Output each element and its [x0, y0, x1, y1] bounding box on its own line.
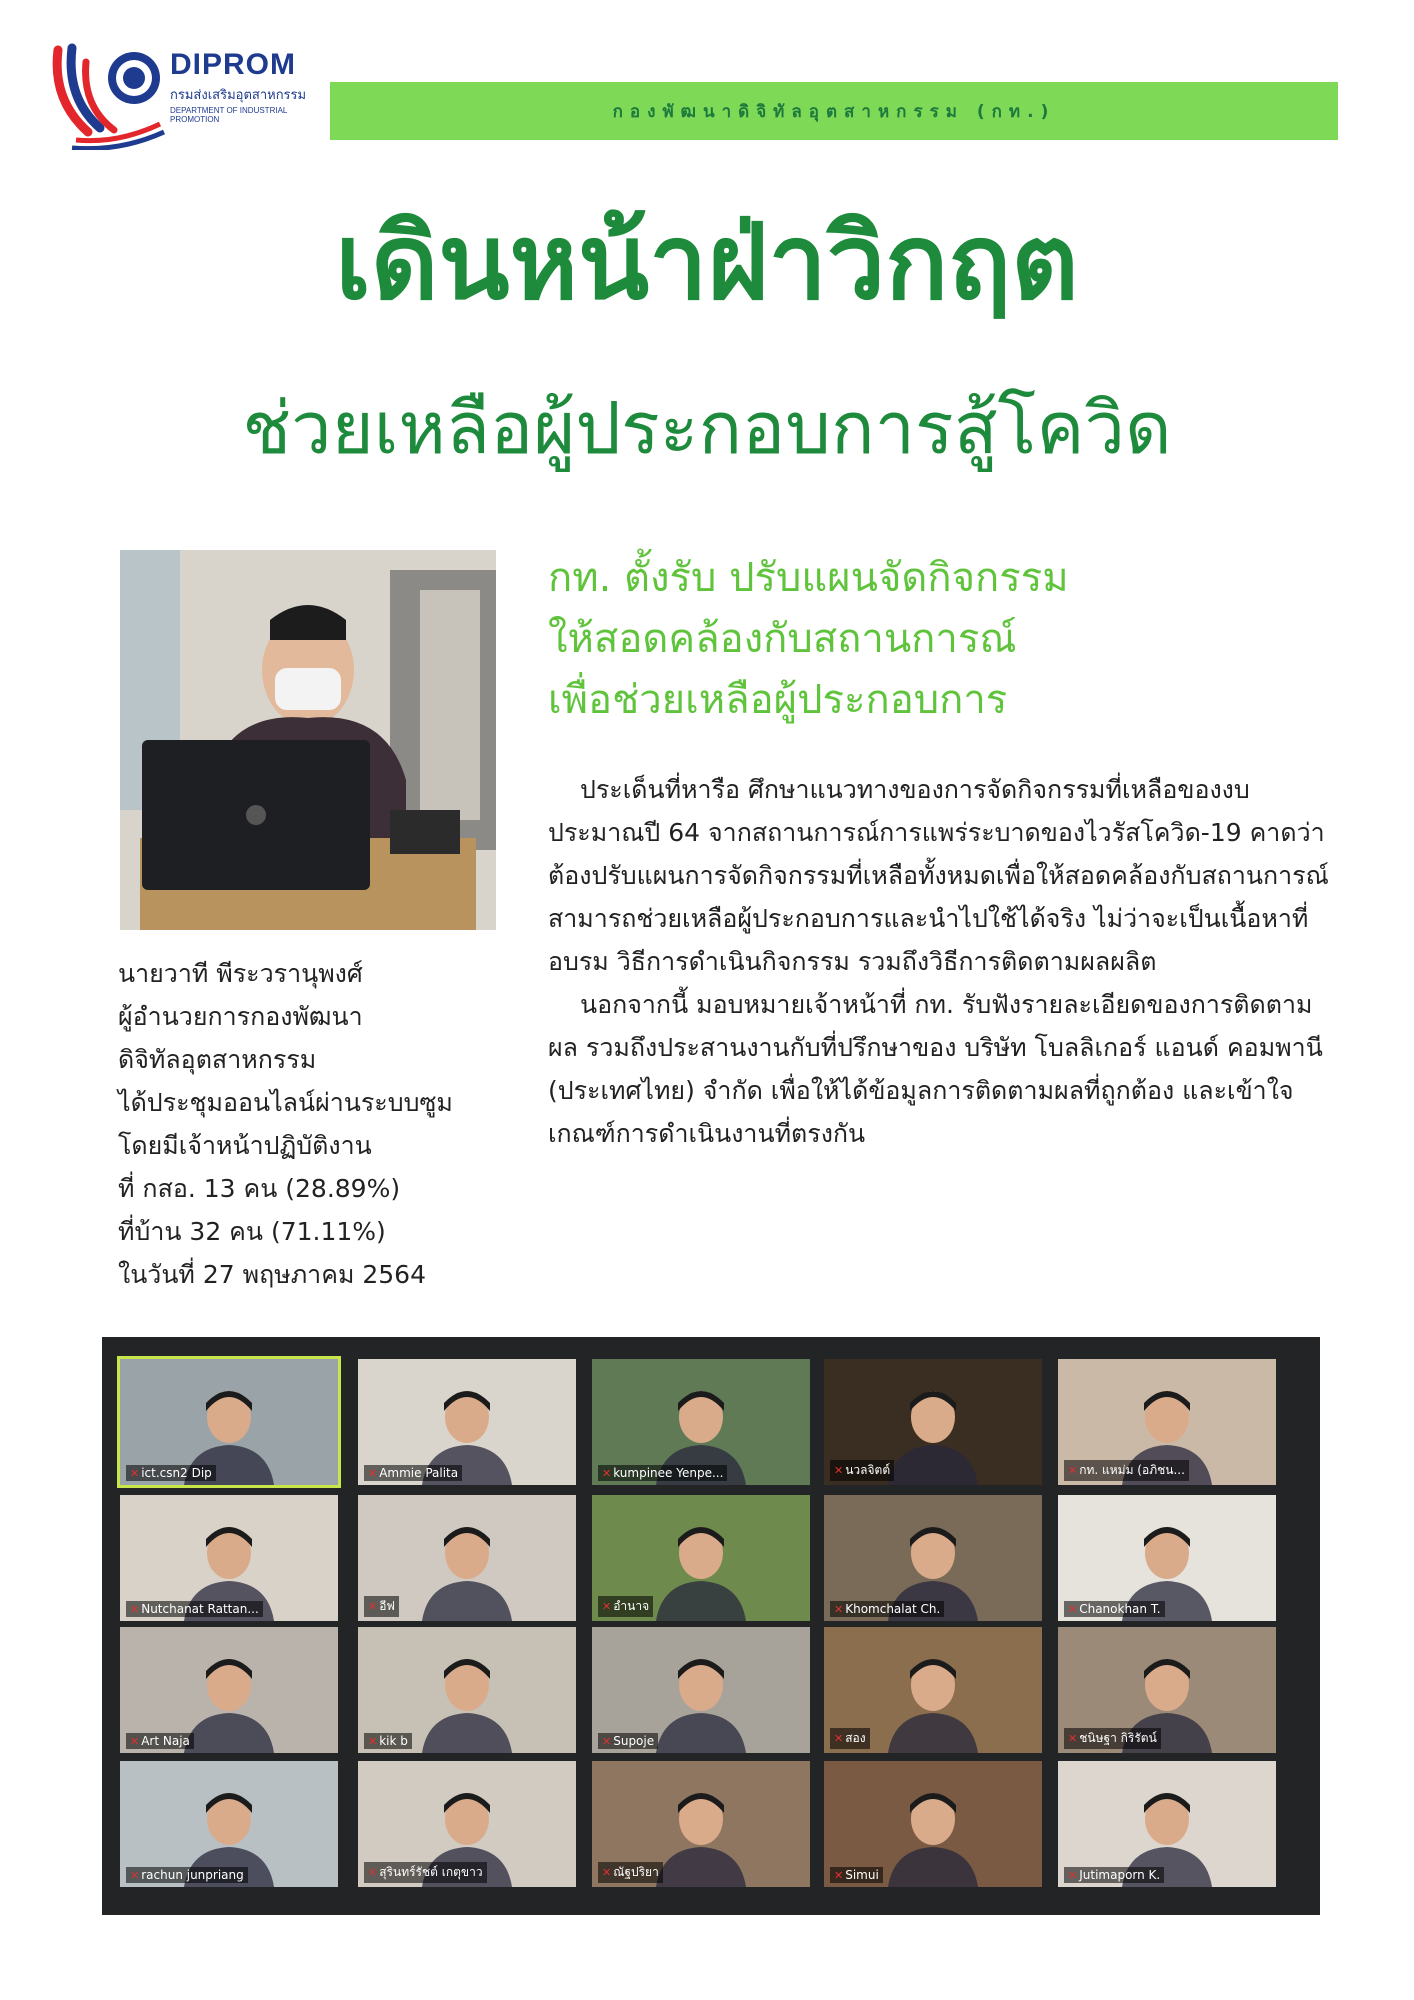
participant-name-label: สุรินทร์รัชต์ เกตุขาว	[379, 1865, 483, 1879]
participant-name-label: ชนิษฐา กิริรัตน์	[1079, 1731, 1157, 1745]
participant-name	[1064, 1728, 1161, 1749]
caption-line: ที่บ้าน 32 คน (71.11%)	[118, 1217, 386, 1246]
director-meeting-photo	[120, 550, 496, 930]
participant-name	[126, 1733, 194, 1749]
logo-thai-name: กรมส่งเสริมอุตสาหกรรม	[170, 87, 307, 102]
muted-mic-icon: ✕	[368, 1467, 378, 1480]
participant-tile	[358, 1495, 576, 1621]
participant-tile	[120, 1627, 338, 1753]
diprom-emblem-icon	[48, 40, 166, 150]
division-banner-text: กองพัฒนาดิจิทัลอุตสาหกรรม (กท.)	[612, 101, 1056, 122]
participant-name	[598, 1862, 663, 1883]
participant-tile	[824, 1359, 1042, 1485]
muted-mic-icon: ✕	[368, 1600, 378, 1613]
caption-line: นายวาที พีระวรานุพงศ์	[118, 959, 363, 988]
muted-mic-icon: ✕	[130, 1735, 140, 1748]
participant-name-label: Jutimaporn K.	[1079, 1868, 1161, 1882]
participant-tile	[1058, 1627, 1276, 1753]
participant-tile	[1058, 1761, 1276, 1887]
article-body	[548, 768, 1338, 1155]
participant-name-label: Ammie Palita	[379, 1466, 459, 1480]
muted-mic-icon: ✕	[602, 1735, 612, 1748]
muted-mic-icon: ✕	[130, 1467, 140, 1480]
body-paragraph: ประเด็นที่หารือ ศึกษาแนวทางของการจัดกิจกรรมที่เหลือของงบประมาณปี 64 จากสถานการณ์การแพร่ระบาดของไวรัสโควิด-19 คาดว่าต้องปรับแผนการจัดกิจกรรมที่เหลือทั้งหมดเพื่อให้สอดคล้องกับสถานการณ์ สามารถช่วยเหลือผู้ประกอบการและนำไปใช้ได้จริง ไม่ว่าจะเป็นเนื้อหาที่อบรม วิธีการดำเนินกิจกรรม รวมถึงวิธีการติดตามผลผลิต	[548, 775, 1329, 976]
participant-name	[598, 1733, 658, 1749]
participant-name-label: Art Naja	[141, 1734, 190, 1748]
headline-line: เพื่อช่วยเหลือผู้ประกอบการ	[548, 677, 1008, 723]
participant-name	[598, 1596, 653, 1617]
headline-line: กท. ตั้งรับ ปรับแผนจัดกิจกรรม	[548, 555, 1069, 601]
participant-tile	[824, 1627, 1042, 1753]
caption-line: ดิจิทัลอุตสาหกรรม	[118, 1045, 317, 1074]
participant-tile	[824, 1761, 1042, 1887]
participant-name-label: กท. แหม่ม (อภิชน...	[1079, 1463, 1185, 1477]
body-paragraph: นอกจากนี้ มอบหมายเจ้าหน้าที่ กท. รับฟังรายละเอียดของการติดตามผล รวมถึงประสานงานกับที่ปรึกษาของ บริษัท โบลลิเกอร์ แอนด์ คอมพานี (ประเทศไทย) จำกัด เพื่อให้ได้ข้อมูลการติดตามผลที่ถูกต้อง และเข้าใจเกณฑ์การดำเนินงานที่ตรงกัน	[548, 990, 1323, 1148]
participant-tile	[358, 1359, 576, 1485]
participant-tile	[120, 1495, 338, 1621]
participant-name	[364, 1862, 487, 1883]
participant-tile	[120, 1359, 338, 1485]
diprom-logo	[48, 40, 328, 150]
caption-line: ผู้อำนวยการกองพัฒนา	[118, 1002, 363, 1031]
logo-english-name: DEPARTMENT OF INDUSTRIAL PROMOTION	[170, 106, 288, 124]
article-headline	[548, 548, 1328, 731]
muted-mic-icon: ✕	[834, 1869, 844, 1882]
participant-name-label: สอง	[845, 1731, 866, 1745]
participant-name-label: Simui	[845, 1868, 879, 1882]
participant-tile	[592, 1359, 810, 1485]
participant-tile	[592, 1495, 810, 1621]
muted-mic-icon: ✕	[130, 1869, 140, 1882]
muted-mic-icon: ✕	[602, 1866, 612, 1879]
participant-name-label: Nutchanat Rattan...	[141, 1602, 259, 1616]
page-subtitle: ช่วยเหลือผู้ประกอบการสู้โควิด	[242, 386, 1172, 470]
participant-name-label: นวลจิตต์	[845, 1463, 891, 1477]
page-title: เดินหน้าฝ่าวิกฤต	[335, 201, 1079, 323]
participant-tile	[358, 1627, 576, 1753]
participant-name-label: ณัฐปริยา	[613, 1865, 659, 1879]
participant-tile	[120, 1761, 338, 1887]
muted-mic-icon: ✕	[1068, 1603, 1078, 1616]
photo-caption	[118, 952, 538, 1296]
participant-tile	[1058, 1359, 1276, 1485]
zoom-meeting-screenshot	[102, 1337, 1320, 1915]
muted-mic-icon: ✕	[1068, 1732, 1078, 1745]
participant-name	[830, 1601, 944, 1617]
participant-name	[126, 1601, 263, 1617]
participant-name	[364, 1596, 399, 1617]
participant-tile	[592, 1761, 810, 1887]
participant-name	[364, 1465, 462, 1481]
muted-mic-icon: ✕	[602, 1467, 612, 1480]
muted-mic-icon: ✕	[130, 1603, 140, 1616]
division-banner	[330, 82, 1338, 140]
caption-line: ได้ประชุมออนไลน์ผ่านระบบซูม	[118, 1088, 453, 1117]
logo-name: DIPROM	[170, 48, 296, 81]
muted-mic-icon: ✕	[834, 1603, 844, 1616]
participant-name-label: rachun junpriang	[141, 1868, 244, 1882]
participant-name	[830, 1867, 883, 1883]
participant-name	[598, 1465, 727, 1481]
participant-name-label: Khomchalat Ch.	[845, 1602, 941, 1616]
caption-line: โดยมีเจ้าหน้าปฏิบัติงาน	[118, 1131, 372, 1160]
participant-name	[126, 1867, 248, 1883]
participant-name-label: Chanokhan T.	[1079, 1602, 1161, 1616]
participant-name	[1064, 1601, 1165, 1617]
participant-name-label: อำนาจ	[613, 1599, 650, 1613]
muted-mic-icon: ✕	[834, 1464, 844, 1477]
participant-tile	[1058, 1495, 1276, 1621]
participant-name-label: อีฟ	[379, 1599, 395, 1613]
muted-mic-icon: ✕	[602, 1600, 612, 1613]
participant-name	[830, 1728, 870, 1749]
headline-line: ให้สอดคล้องกับสถานการณ์	[548, 616, 1017, 662]
muted-mic-icon: ✕	[1068, 1464, 1078, 1477]
caption-line: ที่ กสอ. 13 คน (28.89%)	[118, 1174, 401, 1203]
muted-mic-icon: ✕	[834, 1732, 844, 1745]
participant-name	[830, 1460, 894, 1481]
participant-name	[364, 1733, 412, 1749]
participant-name-label: kumpinee Yenpe...	[613, 1466, 724, 1480]
participant-tile	[824, 1495, 1042, 1621]
muted-mic-icon: ✕	[1068, 1869, 1078, 1882]
participant-name	[1064, 1867, 1164, 1883]
participant-tile	[592, 1627, 810, 1753]
muted-mic-icon: ✕	[368, 1735, 378, 1748]
participant-tile	[358, 1761, 576, 1887]
participant-name-label: kik b	[379, 1734, 408, 1748]
participant-name-label: Supoje	[613, 1734, 655, 1748]
participant-name-label: ict.csn2 Dip	[141, 1466, 212, 1480]
muted-mic-icon: ✕	[368, 1866, 378, 1879]
participant-name	[126, 1465, 216, 1481]
caption-line: ในวันที่ 27 พฤษภาคม 2564	[118, 1260, 426, 1289]
participant-name	[1064, 1460, 1189, 1481]
